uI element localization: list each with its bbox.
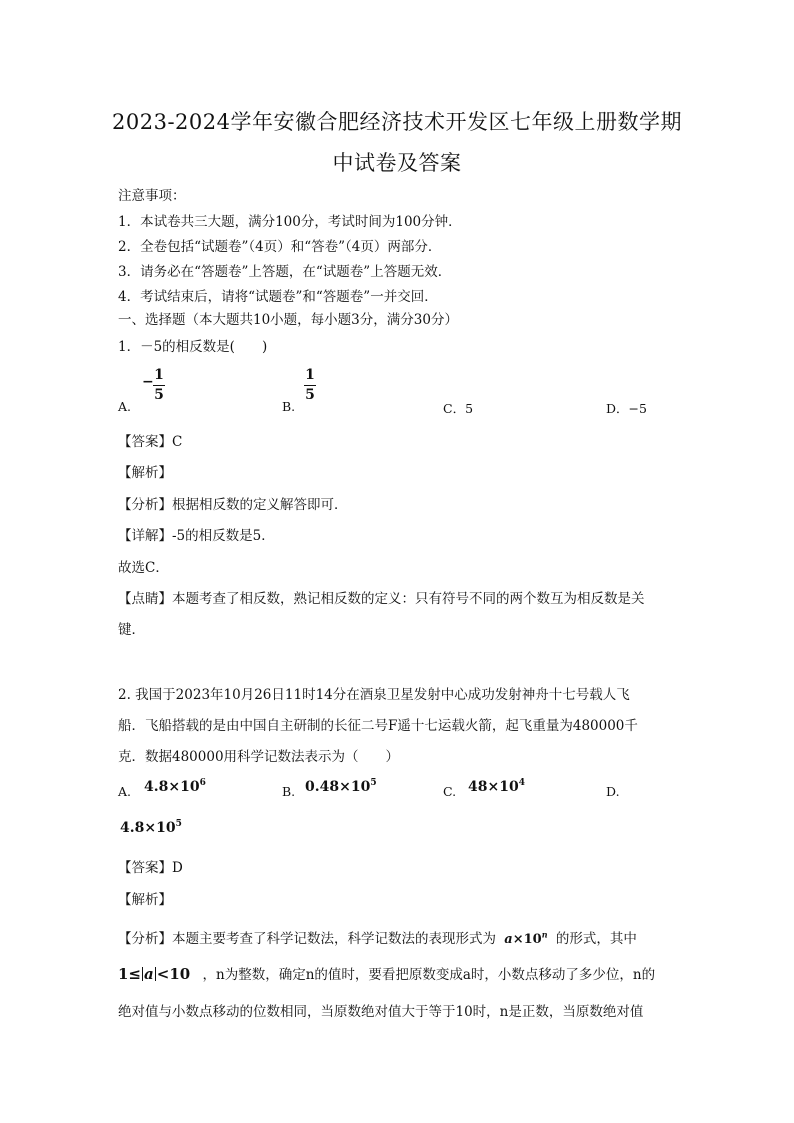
q1-stem: 1．－5的相反数是( ) [118, 339, 268, 355]
q1-option-a-fraction [153, 368, 165, 403]
fraction-bar [304, 385, 316, 386]
q2-fenxi-line1 [118, 927, 637, 947]
q2-option-c-exponent: 4 [518, 778, 525, 788]
q1-option-b-denominator: 5 [305, 387, 315, 403]
abs-bar-right [155, 967, 156, 981]
q1-option-b-fraction [304, 368, 316, 403]
notice-item-2: 2．全卷包括“试题卷”（4页）和“答卷”（4页）两部分． [118, 239, 442, 255]
page-title-line1: 2023-2024学年安徽合肥经济技术开发区七年级上册数学期 [112, 110, 682, 134]
q1-option-a-sign: − [142, 374, 154, 390]
q2-option-a-base: 4.8×10 [144, 779, 200, 795]
q2-formula-a: a [504, 932, 513, 947]
q2-option-c-expression [468, 778, 525, 795]
q2-option-c-base: 48×10 [468, 779, 519, 795]
q2-fenxi-line3: 绝对值与小数点移动的位数相同，当原数绝对值大于等于10时，n是正数，当原数绝对值 [118, 1004, 644, 1020]
q1-analysis-header: 【解析】 [118, 465, 172, 481]
q1-option-c: C．5 [443, 401, 474, 416]
q1-answer: 【答案】C [118, 434, 183, 450]
q1-option-d: D．−5 [606, 401, 647, 416]
section-heading: 一、选择题（本大题共10小题，每小题3分，满分30分） [118, 312, 458, 328]
q2-option-d-base: 4.8×10 [120, 820, 176, 836]
q1-fenxi: 【分析】根据相反数的定义解答即可． [118, 497, 348, 513]
q2-range-left: 1≤ [118, 965, 142, 983]
q1-dianjing-line2: 键． [118, 622, 145, 638]
q2-option-b-base: 0.48×10 [305, 779, 371, 795]
q2-stem-line3: 克．数据480000用科学记数法表示为（ ） [118, 749, 400, 765]
q1-option-a-numerator: 1 [154, 367, 164, 383]
q1-option-a-label: A. [118, 399, 132, 414]
q2-option-b-exponent: 5 [370, 778, 377, 788]
q2-fenxi-line1-end: 的形式，其中 [555, 931, 637, 947]
q2-option-b-label: B. [282, 784, 296, 799]
q1-xiangjie: 【详解】-5的相反数是5． [118, 528, 275, 544]
q2-range-expression [118, 965, 190, 983]
q1-option-b-numerator: 1 [305, 367, 315, 383]
notice-item-3: 3．请务必在“答题卷”上答题，在“试题卷”上答题无效． [118, 264, 452, 280]
notice-item-1: 1．本试卷共三大题，满分100分，考试时间为100分钟． [118, 214, 462, 230]
q2-stem-line2: 船．飞船搭载的是由中国自主研制的长征二号F遥十七运载火箭，起飞重量为480000千 [118, 718, 638, 734]
q2-formula [504, 929, 548, 947]
q2-option-c-label: C. [443, 784, 457, 799]
q1-option-b-label: B. [282, 399, 296, 414]
q2-answer: 【答案】D [118, 860, 183, 876]
q2-stem-line1: 2. 我国于2023年10月26日11时14分在酒泉卫星发射中心成功发射神舟十七号载人飞 [118, 687, 630, 703]
q2-option-a-exponent: 6 [199, 778, 206, 788]
q2-fenxi-line2 [118, 963, 655, 983]
q2-fenxi-line1-text: 【分析】本题主要考查了科学记数法，科学记数法的表现形式为 [118, 931, 496, 947]
q2-range-var: a [144, 965, 154, 983]
q2-range-right: <10 [156, 965, 191, 983]
q2-option-b-expression [305, 778, 377, 795]
q2-formula-n: n [541, 929, 548, 940]
fraction-bar [153, 385, 165, 386]
page-title-line2: 中试卷及答案 [332, 151, 462, 175]
notice-item-4: 4．考试结束后，请将“试题卷”和“答题卷”一并交回． [118, 289, 438, 305]
q1-dianjing-line1: 【点睛】本题考查了相反数，熟记相反数的定义：只有符号不同的两个数互为相反数是关 [118, 591, 645, 607]
abs-bar-left [142, 967, 143, 981]
q2-analysis-header: 【解析】 [118, 892, 172, 908]
q1-option-a-denominator: 5 [154, 387, 164, 403]
q1-conclude: 故选C． [118, 560, 169, 576]
q2-option-d-expression [120, 819, 182, 836]
notice-header: 注意事项： [118, 188, 186, 204]
q2-option-d-exponent: 5 [175, 819, 182, 829]
q2-option-d-label: D. [606, 784, 620, 799]
q2-option-a-label: A. [118, 784, 132, 799]
q2-formula-times: ×10 [512, 932, 542, 947]
q2-option-a-expression [144, 778, 206, 795]
q2-fenxi-line2-text: ，n为整数，确定n的值时，要看把原数变成a时，小数点移动了多少位，n的 [202, 967, 656, 983]
